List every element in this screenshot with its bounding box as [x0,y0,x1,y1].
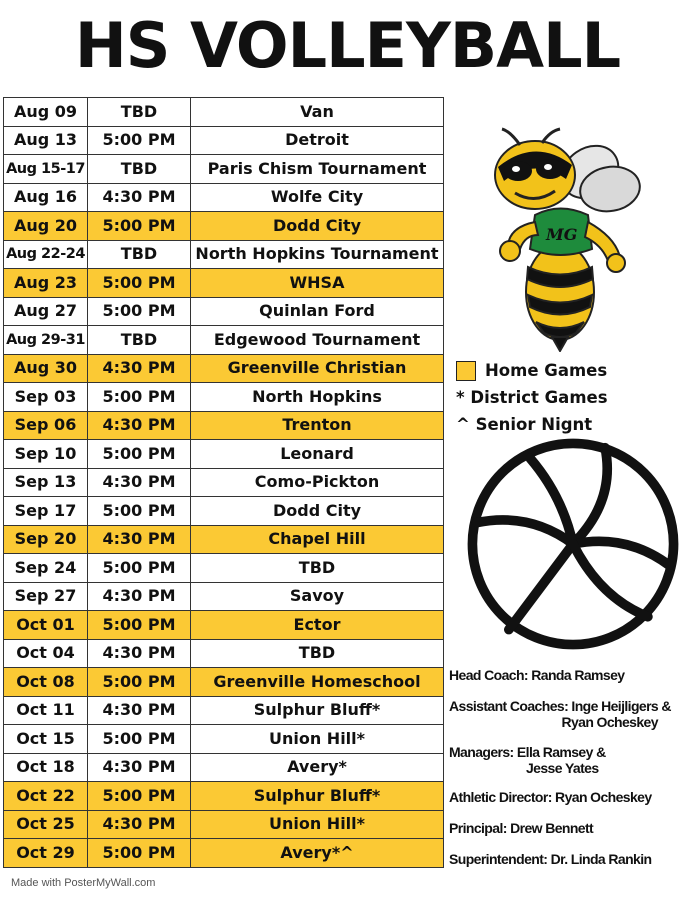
schedule-row [4,639,444,668]
volleyball-icon [466,437,680,651]
game-date: Oct 15 [4,725,88,754]
game-time: 5:00 PM [88,297,191,326]
game-time: 5:00 PM [88,126,191,155]
legend-home-label: Home Games [485,361,608,380]
game-opponent: WHSA [191,269,444,298]
game-opponent: Como-Pickton [191,468,444,497]
schedule-row [4,582,444,611]
game-time: 4:30 PM [88,354,191,383]
managers-line2: Jesse Yates [526,760,599,776]
game-date: Aug 22-24 [4,240,88,269]
game-opponent: Trenton [191,411,444,440]
yellow-jacket-mascot [480,127,650,352]
game-opponent: Greenville Christian [191,354,444,383]
superintendent-text: Superintendent: Dr. Linda Rankin [449,851,652,867]
schedule-row [4,383,444,412]
game-opponent: Sulphur Bluff* [191,696,444,725]
game-time: 4:30 PM [88,411,191,440]
game-opponent: Leonard [191,440,444,469]
game-time: 5:00 PM [88,782,191,811]
schedule-row [4,440,444,469]
game-opponent: Sulphur Bluff* [191,782,444,811]
principal [449,820,593,836]
schedule-row [4,98,444,127]
schedule-row [4,297,444,326]
assistant-coaches-line2: Ryan Ocheskey [561,714,658,730]
schedule-row [4,696,444,725]
game-opponent: TBD [191,639,444,668]
game-date: Oct 11 [4,696,88,725]
schedule-row [4,468,444,497]
schedule-row [4,753,444,782]
game-opponent: Avery* [191,753,444,782]
game-date: Sep 27 [4,582,88,611]
legend-senior-night [456,411,686,438]
game-time: TBD [88,98,191,127]
schedule-row [4,411,444,440]
game-opponent: Union Hill* [191,810,444,839]
game-opponent: Edgewood Tournament [191,326,444,355]
schedule-row [4,354,444,383]
game-time: TBD [88,240,191,269]
game-date: Oct 04 [4,639,88,668]
schedule-row [4,782,444,811]
game-opponent: North Hopkins [191,383,444,412]
game-date: Oct 29 [4,839,88,868]
home-games-swatch [456,361,476,381]
game-time: 5:00 PM [88,497,191,526]
game-date: Aug 29-31 [4,326,88,355]
head-coach-text: Head Coach: Randa Ramsey [449,667,625,683]
head-coach [449,667,624,683]
schedule-row [4,212,444,241]
game-opponent: Greenville Homeschool [191,668,444,697]
game-time: 5:00 PM [88,269,191,298]
game-time: 4:30 PM [88,810,191,839]
game-date: Sep 10 [4,440,88,469]
schedule-row [4,554,444,583]
game-opponent: Quinlan Ford [191,297,444,326]
game-opponent: North Hopkins Tournament [191,240,444,269]
game-time: 4:30 PM [88,753,191,782]
game-time: 5:00 PM [88,383,191,412]
superintendent [449,851,651,867]
athletic-director [449,789,652,805]
mascot-shirt-text: MG [546,225,578,244]
schedule-row [4,668,444,697]
game-date: Aug 16 [4,183,88,212]
game-date: Oct 25 [4,810,88,839]
game-time: 4:30 PM [88,582,191,611]
game-date: Oct 01 [4,611,88,640]
schedule-row [4,810,444,839]
athletic-director-text: Athletic Director: Ryan Ocheskey [449,789,652,805]
game-time: 4:30 PM [88,468,191,497]
schedule-row [4,326,444,355]
game-time: 4:30 PM [88,525,191,554]
schedule-row [4,525,444,554]
principal-text: Principal: Drew Bennett [449,820,594,836]
legend-district-label: * District Games [456,388,608,407]
game-opponent: Paris Chism Tournament [191,155,444,184]
game-time: 4:30 PM [88,696,191,725]
game-time: 5:00 PM [88,839,191,868]
game-time: 5:00 PM [88,212,191,241]
schedule-row [4,497,444,526]
assistant-coaches-line1: Assistant Coaches: Inge Heijligers & [449,698,671,714]
assistant-coaches [449,698,671,730]
game-time: 5:00 PM [88,668,191,697]
game-time: 5:00 PM [88,611,191,640]
game-time: TBD [88,155,191,184]
game-time: 5:00 PM [88,725,191,754]
game-time: 4:30 PM [88,639,191,668]
managers-line1: Managers: Ella Ramsey & [449,744,606,760]
game-date: Aug 23 [4,269,88,298]
game-date: Oct 22 [4,782,88,811]
game-time: 4:30 PM [88,183,191,212]
legend-home-games [456,357,686,384]
schedule-row [4,611,444,640]
managers [449,744,606,776]
game-time: 5:00 PM [88,554,191,583]
game-date: Aug 27 [4,297,88,326]
schedule-row [4,269,444,298]
game-date: Sep 06 [4,411,88,440]
game-opponent: Ector [191,611,444,640]
game-date: Sep 03 [4,383,88,412]
game-opponent: Savoy [191,582,444,611]
legend-district-games [456,384,686,411]
game-opponent: Dodd City [191,497,444,526]
game-date: Sep 24 [4,554,88,583]
game-date: Aug 20 [4,212,88,241]
game-date: Sep 20 [4,525,88,554]
game-opponent: Wolfe City [191,183,444,212]
schedule-row [4,240,444,269]
legend-senior-label: ^ Senior Nignt [456,415,593,434]
game-time: 5:00 PM [88,440,191,469]
game-opponent: Chapel Hill [191,525,444,554]
poster-title: HS VOLLEYBALL [74,9,621,82]
game-date: Aug 13 [4,126,88,155]
game-date: Oct 08 [4,668,88,697]
game-time: TBD [88,326,191,355]
schedule-row [4,155,444,184]
footer-credit: Made with PosterMyWall.com [11,877,156,889]
game-date: Sep 13 [4,468,88,497]
game-opponent: Avery*^ [191,839,444,868]
game-opponent: Dodd City [191,212,444,241]
game-date: Aug 09 [4,98,88,127]
schedule-row [4,725,444,754]
game-date: Aug 15-17 [4,155,88,184]
schedule-row [4,126,444,155]
game-opponent: TBD [191,554,444,583]
schedule-row [4,839,444,868]
game-opponent: Union Hill* [191,725,444,754]
game-date: Oct 18 [4,753,88,782]
legend [456,357,686,438]
game-date: Sep 17 [4,497,88,526]
game-opponent: Van [191,98,444,127]
schedule-table [3,97,444,868]
schedule-row [4,183,444,212]
game-date: Aug 30 [4,354,88,383]
game-opponent: Detroit [191,126,444,155]
